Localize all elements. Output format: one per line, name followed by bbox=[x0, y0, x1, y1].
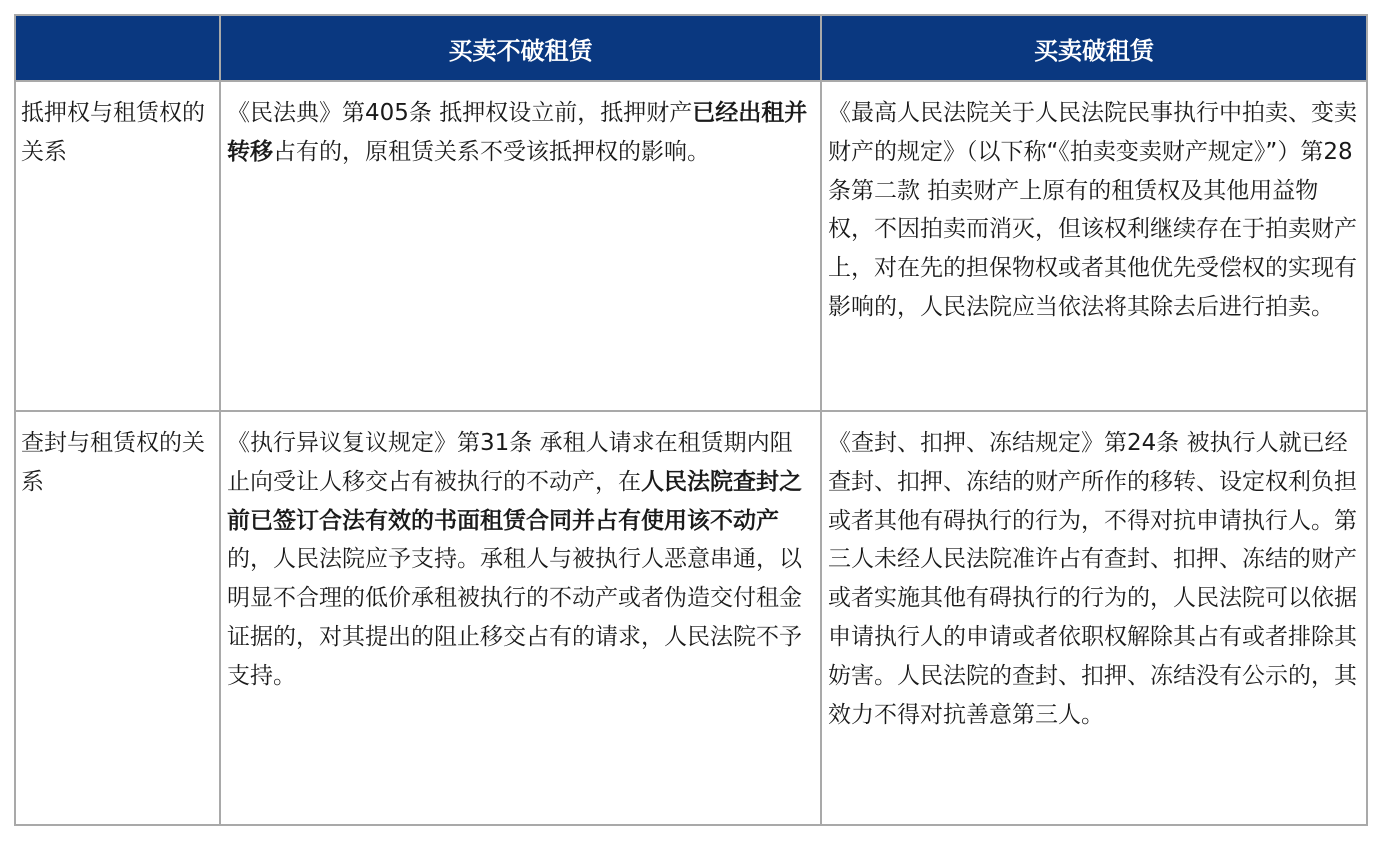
table-row bbox=[15, 411, 1367, 825]
header-cell-empty bbox=[15, 15, 220, 81]
row-label-mortgage: 抵押权与租赁权的关系 bbox=[15, 81, 220, 411]
cell-seizure-not-break bbox=[220, 411, 821, 825]
header-cell-break-lease: 买卖破租赁 bbox=[821, 15, 1367, 81]
table-row bbox=[15, 81, 1367, 411]
text-segment: 《民法典》第405条 抵押权设立前，抵押财产 bbox=[227, 100, 693, 126]
text-segment-bold: 人民法院查封之前已签订合法有效的书面租赁合同并占有使用该不动产 bbox=[227, 468, 802, 534]
text-segment-bold: 已经出租并转移 bbox=[227, 100, 808, 165]
row-label-seizure: 查封与租赁权的关系 bbox=[15, 411, 220, 825]
text-segment: 占有的，原租赁关系不受该抵押权的影响。 bbox=[273, 138, 710, 165]
header-row bbox=[15, 15, 1367, 81]
cell-seizure-break bbox=[821, 411, 1367, 825]
text-segment: 《最高人民法院关于人民法院民事执行中拍卖、变卖财产的规定》（以下称“《拍卖变卖财产规定》”）第28条第二款 拍卖财产上原有的租赁权及其他用益物权，不因拍卖而消灭，但该权利继续存在于拍卖财产上，对在先的担保物权或者其他优先受偿权的实现有影响的，人民法院应当依法将其除去后进行拍卖。 bbox=[828, 100, 1357, 320]
comparison-table bbox=[14, 14, 1368, 826]
cell-mortgage-break bbox=[821, 81, 1367, 411]
text-segment: 《查封、扣押、冻结规定》第24条 被执行人就已经查封、扣押、冻结的财产所作的移转、设定权利负担或者其他有碍执行的行为，不得对抗申请执行人。第三人未经人民法院准许占有查封、扣押、冻结的财产或者实施其他有碍执行的行为的，人民法院可以依据申请执行人的申请或者依职权解除其占有或者排除其妨害。人民法院的查封、扣押、冻结没有公示的，其效力不得对抗善意第三人。 bbox=[828, 430, 1357, 728]
text-segment: 《执行异议复议规定》第31条 承租人请求在租赁期内阻止向受让人移交占有被执行的不动产，在 bbox=[227, 430, 793, 495]
header-cell-not-break-lease: 买卖不破租赁 bbox=[220, 15, 821, 81]
text-segment: 的，人民法院应予支持。承租人与被执行人恶意串通，以明显不合理的低价承租被执行的不动产或者伪造交付租金证据的，对其提出的阻止移交占有的请求，人民法院不予支持。 bbox=[227, 546, 802, 689]
cell-mortgage-not-break bbox=[220, 81, 821, 411]
